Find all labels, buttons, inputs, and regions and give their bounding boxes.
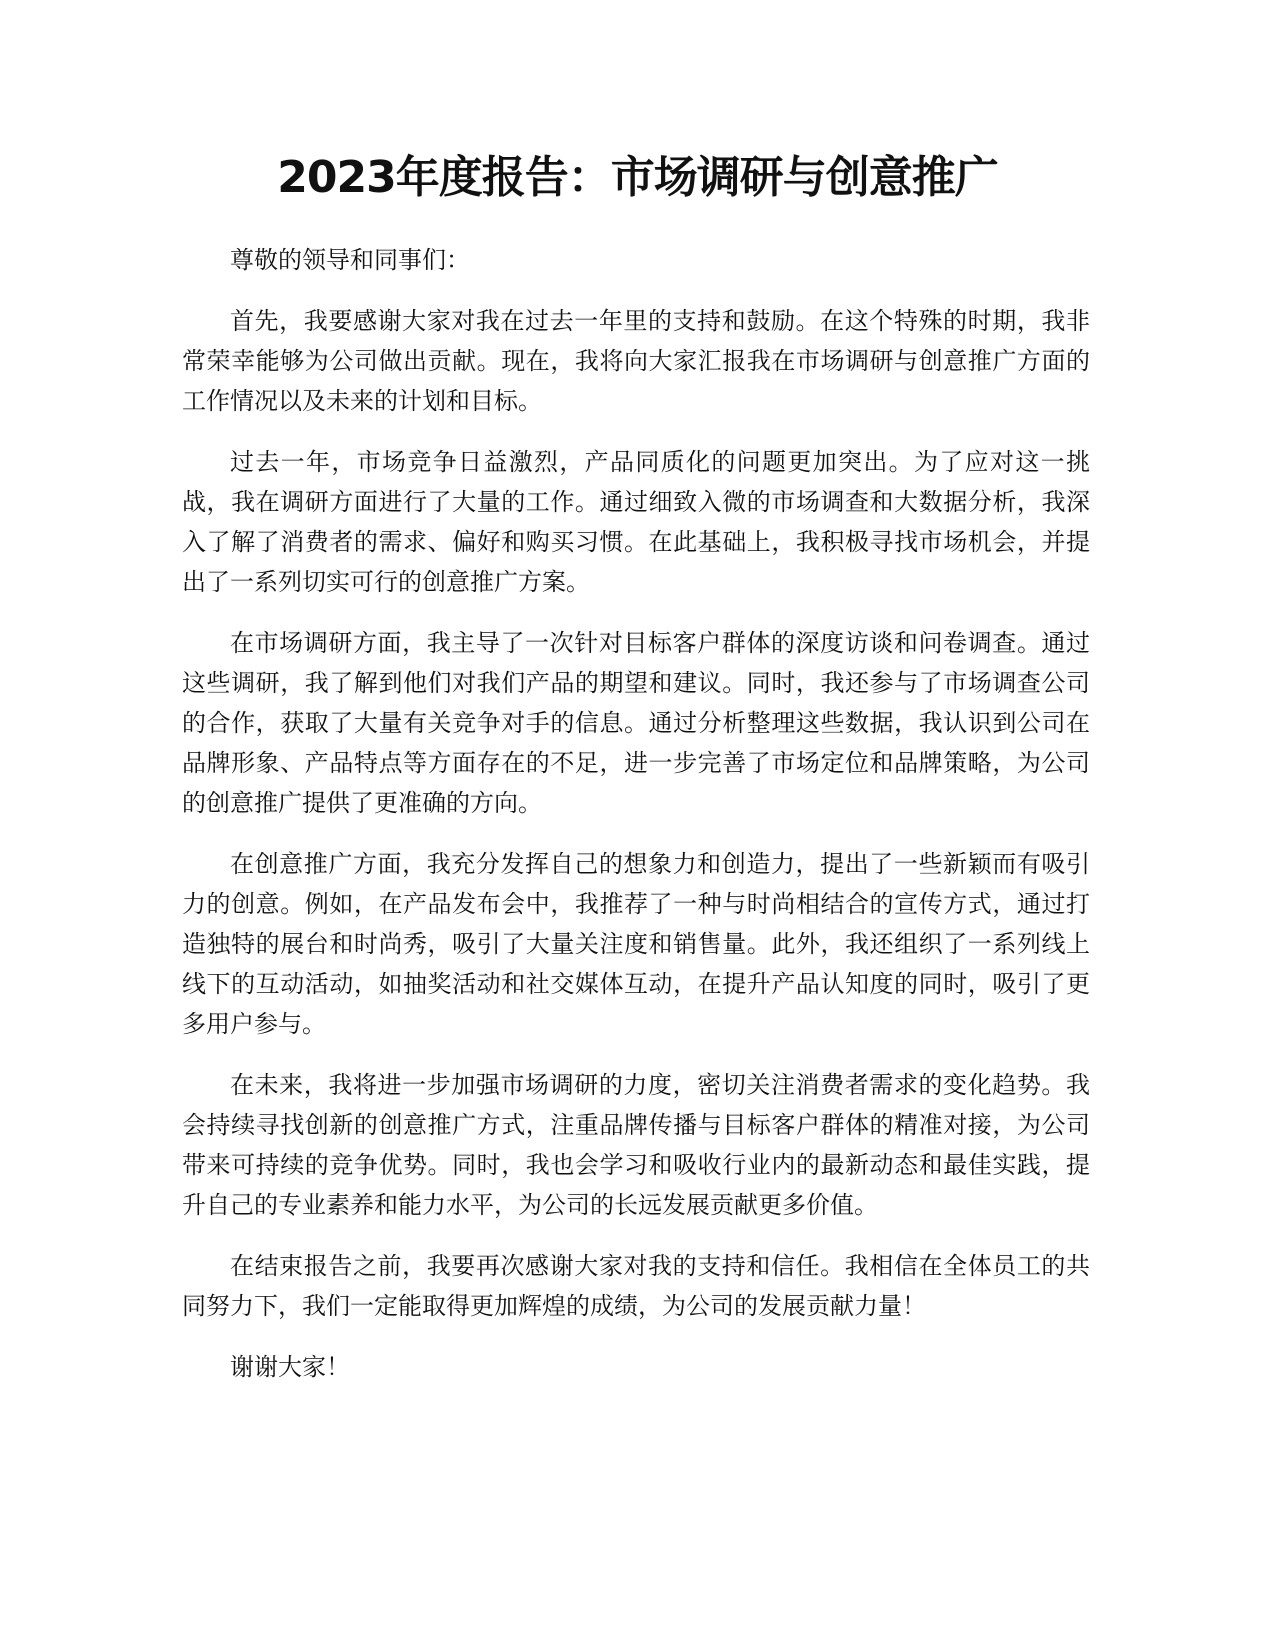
paragraph-intro: 首先，我要感谢大家对我在过去一年里的支持和鼓励。在这个特殊的时期，我非常荣幸能够为公司做出贡献。现在，我将向大家汇报我在市场调研与创意推广方面的工作情况以及未来的计划和目标。 bbox=[182, 307, 1090, 415]
sign-off: 谢谢大家！ bbox=[230, 1353, 350, 1381]
document-title: 2023年度报告：市场调研与创意推广 bbox=[277, 152, 998, 203]
paragraph-market-research: 在市场调研方面，我主导了一次针对目标客户群体的深度访谈和问卷调查。通过这些调研，我了解到他们对我们产品的期望和建议。同时，我还参与了市场调查公司的合作，获取了大量有关竞争对手的信息。通过分析整理这些数据，我认识到公司在品牌形象、产品特点等方面存在的不足，进一步完善了市场定位和品牌策略，为公司的创意推广提供了更准确的方向。 bbox=[182, 629, 1090, 817]
paragraph-future-plans: 在未来，我将进一步加强市场调研的力度，密切关注消费者需求的变化趋势。我会持续寻找创新的创意推广方式，注重品牌传播与目标客户群体的精准对接，为公司带来可持续的竞争优势。同时，我也会学习和吸收行业内的最新动态和最佳实践，提升自己的专业素养和能力水平，为公司的长远发展贡献更多价值。 bbox=[182, 1071, 1090, 1219]
paragraph-past-year: 过去一年，市场竞争日益激烈，产品同质化的问题更加突出。为了应对这一挑战，我在调研方面进行了大量的工作。通过细致入微的市场调查和大数据分析，我深入了解了消费者的需求、偏好和购买习惯。在此基础上，我积极寻找市场机会，并提出了一系列切实可行的创意推广方案。 bbox=[182, 448, 1090, 596]
salutation: 尊敬的领导和同事们： bbox=[230, 246, 470, 274]
document-body bbox=[182, 240, 1090, 1408]
paragraph-creative-promotion: 在创意推广方面，我充分发挥自己的想象力和创造力，提出了一些新颖而有吸引力的创意。例如，在产品发布会中，我推荐了一种与时尚相结合的宣传方式，通过打造独特的展台和时尚秀，吸引了大量关注度和销售量。此外，我还组织了一系列线上线下的互动活动，如抽奖活动和社交媒体互动，在提升产品认知度的同时，吸引了更多用户参与。 bbox=[182, 850, 1090, 1038]
paragraph-closing: 在结束报告之前，我要再次感谢大家对我的支持和信任。我相信在全体员工的共同努力下，我们一定能取得更加辉煌的成绩，为公司的发展贡献力量！ bbox=[182, 1252, 1090, 1320]
